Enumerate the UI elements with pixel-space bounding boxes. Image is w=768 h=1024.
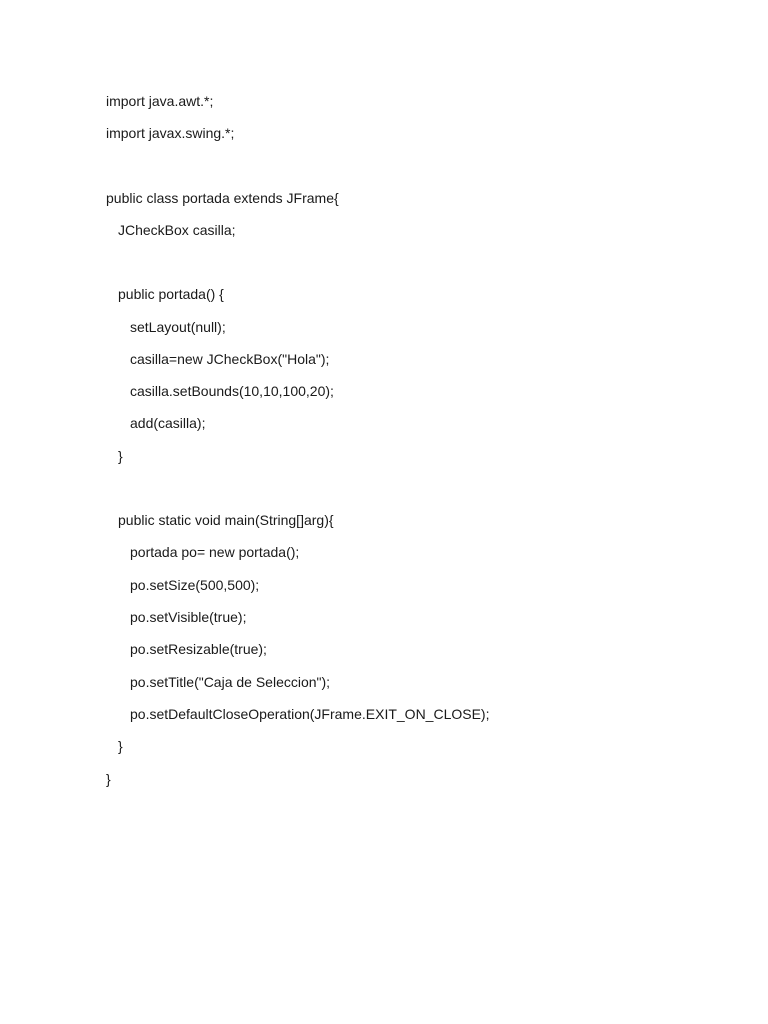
code-line-main-close: } [118, 738, 123, 754]
code-line-set-visible: po.setVisible(true); [130, 609, 247, 625]
code-line-constructor: public portada() { [118, 286, 224, 302]
code-line-add-checkbox: add(casilla); [130, 415, 206, 431]
code-line-main-method: public static void main(String[]arg){ [118, 512, 334, 528]
code-line-new-portada: portada po= new portada(); [130, 544, 300, 560]
code-line-import-awt: import java.awt.*; [106, 93, 214, 109]
code-line-constructor-close: } [118, 448, 123, 464]
code-line-class-declaration: public class portada extends JFrame{ [106, 190, 339, 206]
code-line-set-resizable: po.setResizable(true); [130, 641, 267, 657]
code-line-new-checkbox: casilla=new JCheckBox("Hola"); [130, 351, 330, 367]
code-line-set-layout: setLayout(null); [130, 319, 226, 335]
code-line-field-declaration: JCheckBox casilla; [118, 222, 236, 238]
code-line-import-swing: import javax.swing.*; [106, 125, 235, 141]
code-line-class-close: } [106, 771, 111, 787]
code-line-set-bounds: casilla.setBounds(10,10,100,20); [130, 383, 334, 399]
code-line-set-size: po.setSize(500,500); [130, 577, 260, 593]
code-line-set-close-op: po.setDefaultCloseOperation(JFrame.EXIT_ON_CLOSE); [130, 706, 490, 722]
code-line-set-title: po.setTitle("Caja de Seleccion"); [130, 674, 331, 690]
